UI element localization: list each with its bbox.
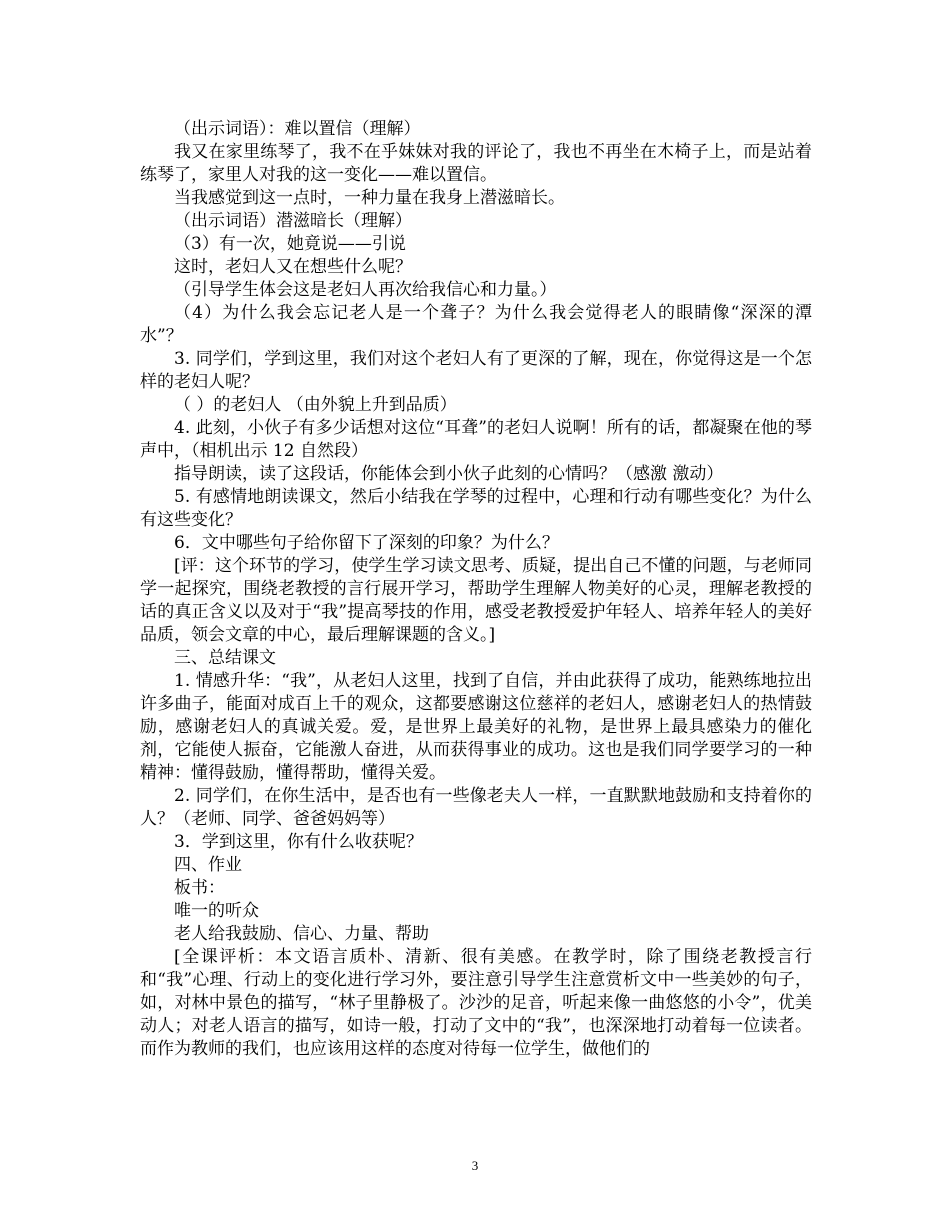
paragraph: 5. 有感情地朗读课文，然后小结我在学琴的过程中，心理和行动有哪些变化？为什么有这些变化？: [140, 487, 812, 530]
paragraph: （引导学生体会这是老妇人再次给我信心和力量。）: [174, 280, 557, 300]
page-number: 3: [471, 1158, 479, 1173]
paragraph: 3. 同学们，学到这里，我们对这个老妇人有了更深的了解，现在，你觉得这是一个怎样的老妇人呢？: [140, 349, 812, 392]
paragraph: 当我感觉到这一点时，一种力量在我身上潜滋暗长。: [174, 188, 565, 208]
paragraph: 4. 此刻，小伙子有多少话想对这位“耳聋”的老妇人说啊！所有的话，都凝聚在他的琴声中，（相机出示 12 自然段）: [140, 418, 812, 461]
paragraph: 老人给我鼓励、信心、力量、帮助: [174, 924, 429, 944]
paragraph: （3）有一次，她竟说——引说: [174, 234, 406, 254]
paragraph: [全课评析：本文语言质朴、清新、很有美感。在教学时，除了围绕老教授言行和“我”心理、行动上的变化进行学习外，要注意引导学生注意赏析文中一些美妙的句子，如，对林中景色的描写，“林子里静极了。沙沙的足音，听起来像一曲悠悠的小令”，优美动人；对老人语言的描写，如诗一般，打动了文中的“我”，也深深地打动着每一位读者。而作为教师的我们，也应该用这样的态度对待每一位学生，做他们的: [140, 947, 812, 1059]
paragraph: 1. 情感升华：“我”，从老妇人这里，找到了自信，并由此获得了成功，能熟练地拉出许多曲子，能面对成百上千的观众，这都要感谢这位慈祥的老妇人，感谢老妇人的热情鼓励，感谢老妇人的真诚关爱。爱，是世界上最美好的礼物，是世界上最具感染力的催化剂，它能使人振奋，它能激人奋进，从而获得事业的成功。这也是我们同学要学习的一种精神：懂得鼓励，懂得帮助，懂得关爱。: [140, 671, 812, 783]
paragraph: 我又在家里练琴了，我不在乎妹妹对我的评论了，我也不再坐在木椅子上，而是站着练琴了，家里人对我的这一变化——难以置信。: [140, 142, 812, 185]
section-heading: 四、作业: [174, 855, 242, 875]
paragraph: 板书：: [174, 878, 225, 898]
paragraph: （出示词语）：难以置信（理解）: [174, 119, 421, 139]
paragraph: 3．学到这里，你有什么收获呢？: [174, 832, 423, 852]
paragraph: 唯一的听众: [174, 901, 259, 921]
paragraph: [评：这个环节的学习，使学生学习读文思考、质疑，提出自己不懂的问题，与老师同学一起探究，围绕老教授的言行展开学习，帮助学生理解人物美好的心灵，理解老教授的话的真正含义以及对于“我”提高琴技的作用，感受老教授爱护年轻人、培养年轻人的美好品质，领会文章的中心，最后理解课题的含义。]: [140, 556, 812, 645]
document-body: [140, 118, 812, 1061]
paragraph: （4）为什么我会忘记老人是一个聋子？为什么我会觉得老人的眼睛像“深深的潭水”？: [140, 303, 812, 346]
paragraph: 这时，老妇人又在想些什么呢？: [174, 257, 412, 277]
paragraph: 6．文中哪些句子给你留下了深刻的印象？为什么？: [174, 533, 559, 553]
paragraph: 2. 同学们，在你生活中，是否也有一些像老夫人一样，一直默默地鼓励和支持着你的人？（老师、同学、爸爸妈妈等）: [140, 786, 812, 829]
paragraph: （ ）的老妇人 （由外貌上升到品质）: [174, 395, 457, 415]
section-heading: 三、总结课文: [174, 648, 276, 668]
paragraph: 指导朗读，读了这段话，你能体会到小伙子此刻的心情吗？（感激 激动）: [174, 464, 724, 484]
paragraph: （出示词语）潜滋暗长（理解）: [174, 211, 412, 231]
